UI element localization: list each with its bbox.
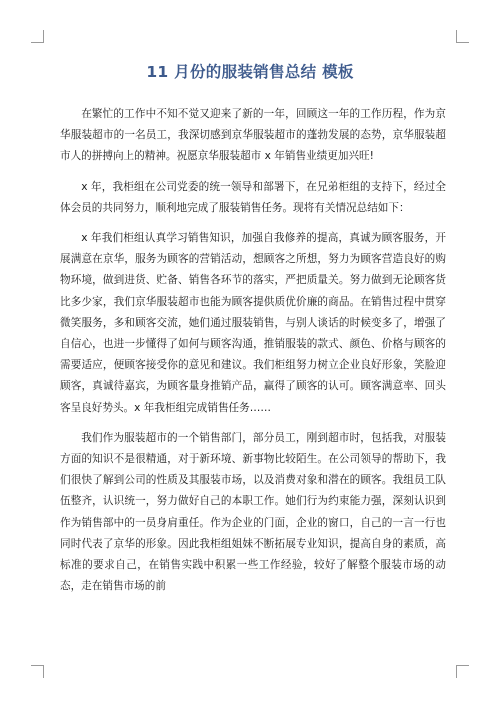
paragraph-sales-service: x 年我们柜组认真学习销售知识，加强自我修养的提高，真诚为顾客服务，开展满意在京华，服务为顾客的营销活动，想顾客之所想，努力为顾客营造良好的购物环境，做到进货、贮备、销售各环节的落实，严把质量关。努力做到无论顾客货比多少家，我们京华服装超市也能为顾客提供质优价廉的商品。在销售过程中贯穿微笑服务，多和顾客交流，她们通过服装销售，与别人谈话的时候变多了，增强了自信心，也进一步懂得了如何与顾客沟通，推销服装的款式、颜色、价格与顾客的需要适应，便顾客接受你的意见和建议。我们柜组努力树立企业良好形象，笑脸迎顾客，真诚待嘉宾，为顾客量身推销产品，赢得了顾客的认可。顾客满意率、回头客呈良好势头。x 年我柜组完成销售任务…… bbox=[60, 232, 446, 414]
corner-mark-top-left bbox=[31, 30, 44, 43]
corner-mark-bottom-right bbox=[456, 665, 469, 678]
corner-mark-bottom-left bbox=[31, 665, 44, 678]
paragraph-summary-lead: x 年，我柜组在公司党委的统一领导和部署下，在兄弟柜组的支持下，经过全体会员的共同努力，顺利地完成了服装销售任务。现将有关情况总结如下： bbox=[60, 180, 446, 214]
document-body bbox=[60, 104, 446, 606]
document-title: 11 月份的服装销售总结 模板 bbox=[146, 63, 354, 81]
paragraph-team: 我们作为服装超市的一个销售部门，部分员工，刚到超市时，包括我，对服装方面的知识不是很精通，对于新环境、新事物比较陌生。在公司领导的帮助下，我们很快了解到公司的性质及其服装市场，以及消费对象和潜在的顾客。我组员工队伍整齐，认识统一，努力做好自己的本职工作。她们行为约束能力强，深刻认识到作为销售部中的一员身肩重任。作为企业的门面，企业的窗口，自己的一言一行也同时代表了京华的形象。因此我柜组姐妹不断拓展专业知识，提高自身的素质，高标准的要求自己，在销售实践中积累一些工作经验，较好了解整个服装市场的动态，走在销售市场的前 bbox=[60, 431, 446, 593]
paragraph-intro: 在繁忙的工作中不知不觉又迎来了新的一年，回顾这一年的工作历程，作为京华服装超市的一名员工，我深切感到京华服装超市的蓬勃发展的态势，京华服装超市人的拼搏向上的精神。祝愿京华服装超市 x 年销售业绩更加兴旺! bbox=[60, 108, 446, 163]
corner-mark-top-right bbox=[456, 30, 469, 43]
